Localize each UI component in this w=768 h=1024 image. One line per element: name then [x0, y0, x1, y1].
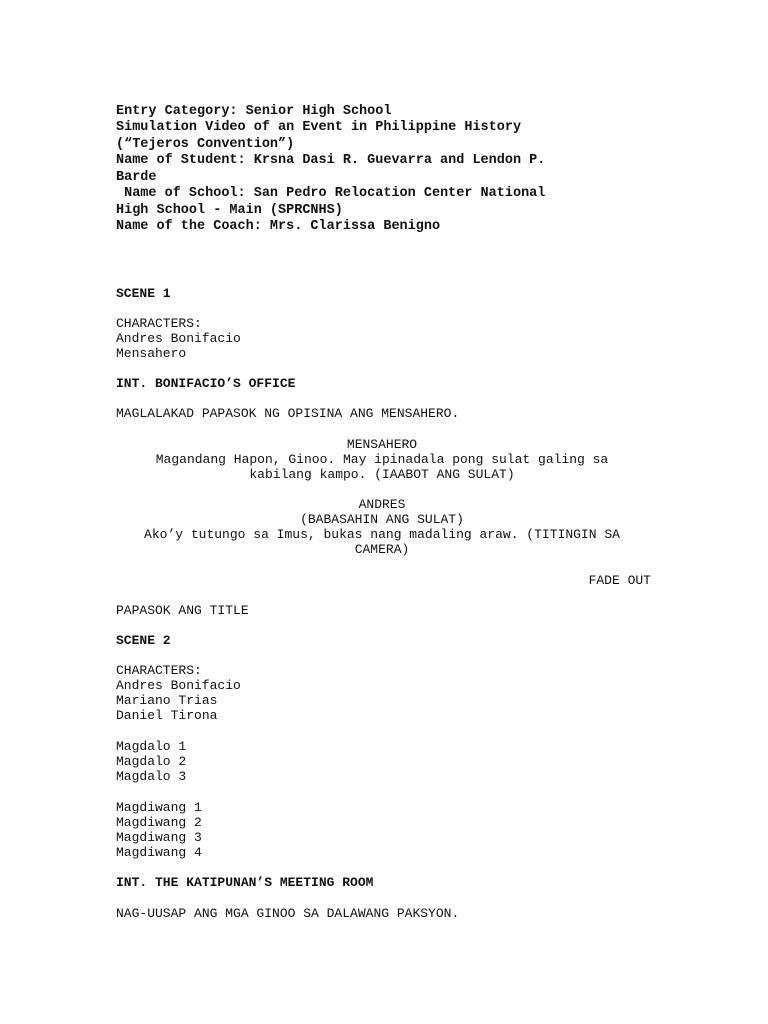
school-name-cont: High School - Main (SPRCNHS) [116, 203, 343, 218]
scene-1-characters-label: CHARACTERS: [116, 316, 202, 331]
dialogue-parenthetical: (BABASAHIN ANG SULAT) [300, 512, 464, 527]
character-item: Daniel Tirona [116, 708, 218, 723]
entry-title: Simulation Video of an Event in Philippine History [116, 120, 522, 135]
character-item: Andres Bonifacio [116, 678, 241, 693]
student-names-cont: Barde [116, 170, 157, 185]
coach-name: Name of the Coach: Mrs. Clarissa Benigno [116, 219, 441, 234]
student-names: Name of Student: Krsna Dasi R. Guevarra and Lendon P. [116, 153, 546, 168]
character-item: Mensahero [116, 346, 187, 361]
dialogue-line: CAMERA) [354, 542, 410, 557]
character-item: Magdalo 1 [116, 739, 187, 754]
scene-1-heading: SCENE 1 [116, 286, 171, 301]
character-item: Magdiwang 2 [116, 815, 202, 830]
character-item: Magdalo 3 [116, 769, 187, 784]
entry-subtitle: (“Tejeros Convention”) [116, 137, 295, 152]
dialogue-speaker: MENSAHERO [346, 437, 418, 452]
dialogue-line: Magandang Hapon, Ginoo. May ipinadala pong sulat galing sa [155, 452, 609, 467]
character-item: Magdiwang 4 [116, 845, 202, 860]
dialogue-speaker: ANDRES [358, 497, 406, 512]
scene-1-after: PAPASOK ANG TITLE [116, 603, 249, 618]
scene-2-location: INT. THE KATIPUNAN’S MEETING ROOM [116, 875, 374, 890]
entry-category: Entry Category: Senior High School [116, 104, 392, 119]
school-name: Name of School: San Pedro Relocation Center National [116, 186, 546, 201]
scene-1-action: MAGLALAKAD PAPASOK NG OPISINA ANG MENSAHERO. [116, 406, 460, 421]
scene-2-heading: SCENE 2 [116, 633, 171, 648]
character-item: Mariano Trias [116, 693, 218, 708]
dialogue-line: kabilang kampo. (IAABOT ANG SULAT) [249, 467, 515, 482]
character-item: Magdiwang 3 [116, 830, 202, 845]
scene-2-characters-label: CHARACTERS: [116, 663, 202, 678]
character-item: Magdalo 2 [116, 754, 187, 769]
dialogue-line: Ako’y tutungo sa Imus, bukas nang madaling araw. (TITINGIN SA [144, 527, 620, 542]
scene-2-action: NAG-UUSAP ANG MGA GINOO SA DALAWANG PAKSYON. [116, 906, 460, 921]
character-item: Andres Bonifacio [116, 331, 241, 346]
character-item: Magdiwang 1 [116, 800, 202, 815]
scene-1-location: INT. BONIFACIO’S OFFICE [116, 376, 296, 391]
transition: FADE OUT [588, 573, 651, 588]
